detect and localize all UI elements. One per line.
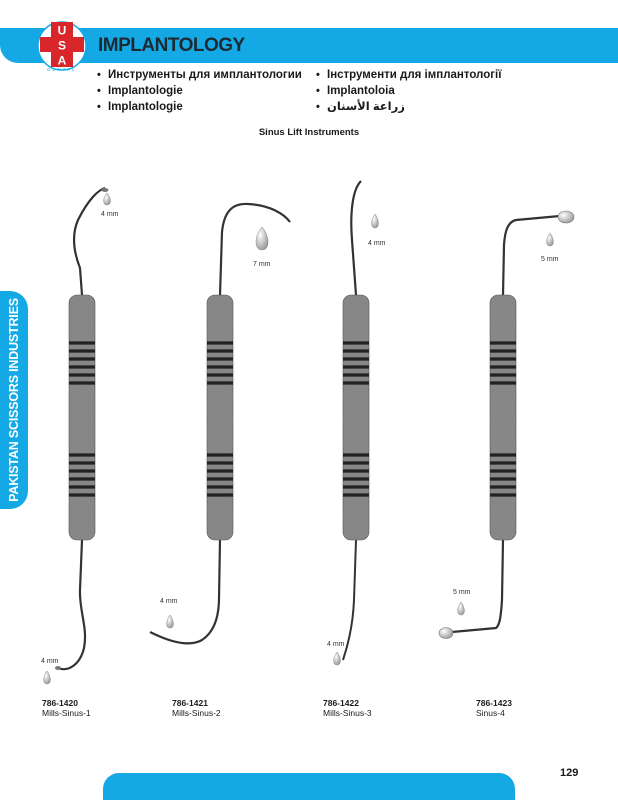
size-label: 4 mm <box>327 641 345 648</box>
size-label: 4 mm <box>368 240 386 247</box>
lang-item-french: • Implantologie <box>97 101 183 113</box>
footer-band <box>103 773 515 800</box>
lang-item-german: • Implantologie <box>97 85 183 97</box>
header-band <box>0 28 618 63</box>
page-title: IMPLANTOLOGY <box>98 35 245 56</box>
usa-dental-logo <box>36 20 88 72</box>
side-band-text: PAKISTAN SCISSORS INDUSTRIES <box>7 298 21 502</box>
size-label: 4 mm <box>101 211 119 218</box>
page-number: 129 <box>560 767 579 779</box>
instrument-1 <box>44 188 111 684</box>
size-label: 4 mm <box>160 598 178 605</box>
lang-item-russian: • Инструменты для имплантологии <box>97 69 302 81</box>
item-name: Mills-Sinus-1 <box>42 708 91 718</box>
size-label: 5 mm <box>541 256 559 263</box>
logo-ring-text: DENTAL <box>47 67 77 72</box>
size-label: 5 mm <box>453 589 471 596</box>
instrument-3 <box>334 181 379 665</box>
item-name: Mills-Sinus-3 <box>323 708 372 718</box>
item-code: 786-1420 <box>42 698 78 708</box>
language-list-2 <box>316 67 501 115</box>
item-code: 786-1421 <box>172 698 208 708</box>
instrument-2 <box>150 204 290 643</box>
lang-item-other: • Implantoloia <box>316 85 395 97</box>
lang-item-arabic: • زراعة الأسنان <box>316 101 405 113</box>
item-name: Mills-Sinus-2 <box>172 708 221 718</box>
item-code: 786-1423 <box>476 698 512 708</box>
lang-item-ukrainian: • Інструменти для імплантології <box>316 69 502 81</box>
item-code: 786-1422 <box>323 698 359 708</box>
size-label: 7 mm <box>253 261 271 268</box>
logo-letter-u: U <box>57 23 67 38</box>
item-name: Sinus-4 <box>476 708 505 718</box>
logo-letter-a: A <box>57 53 67 68</box>
section-title: Sinus Lift Instruments <box>258 127 360 138</box>
logo-letter-s: S <box>57 38 67 53</box>
instrument-4 <box>439 211 574 639</box>
size-label: 4 mm <box>41 658 59 665</box>
language-list-1 <box>97 67 302 115</box>
